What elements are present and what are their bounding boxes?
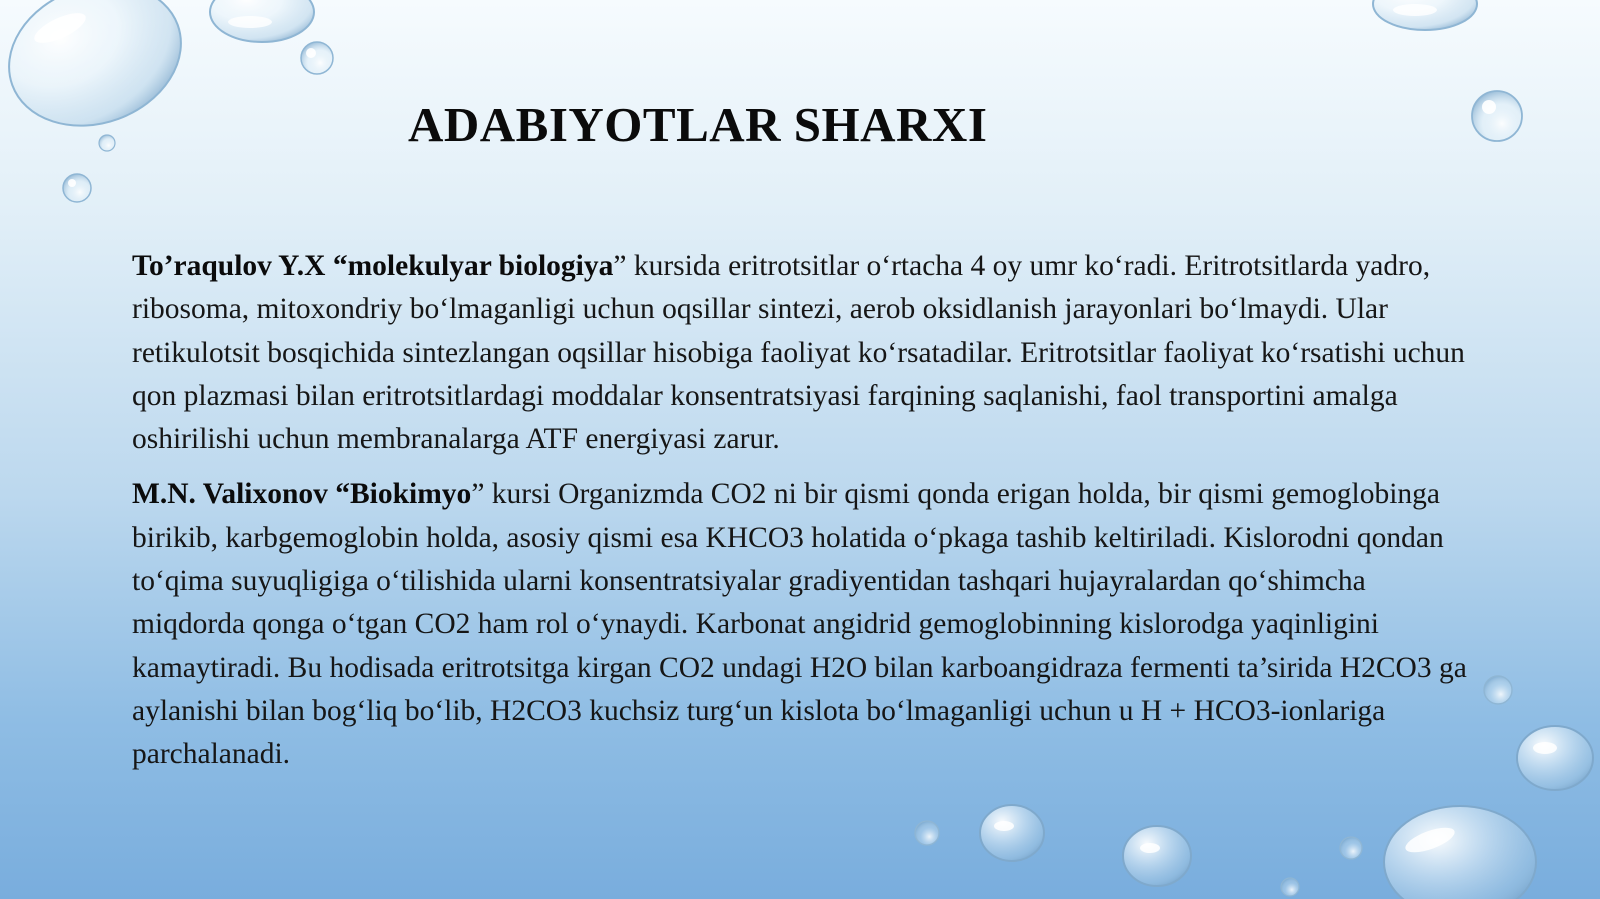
water-drop — [1340, 837, 1362, 859]
water-drop — [1517, 726, 1593, 790]
water-drop — [0, 0, 201, 149]
paragraph-toraqulov — [132, 245, 1477, 461]
water-drop — [63, 174, 91, 202]
water-drop — [1384, 806, 1536, 899]
water-drop — [99, 135, 115, 151]
water-drop — [980, 805, 1044, 861]
water-drop — [1373, 0, 1477, 30]
paragraph-valixonov — [132, 473, 1477, 776]
water-drop — [1281, 878, 1299, 896]
water-drop — [1484, 676, 1512, 704]
water-drop — [210, 0, 314, 42]
water-drop — [301, 42, 333, 74]
water-drop — [1123, 826, 1191, 886]
slide-body — [132, 245, 1477, 789]
water-drop — [915, 821, 939, 845]
paragraph-source: M.N. Valixonov “Biokimyo — [132, 478, 472, 511]
water-drop — [1472, 91, 1522, 141]
paragraph-source: To’raqulov Y.X “molekulyar biologiya — [132, 250, 614, 282]
paragraph-text: ” kursida eritrotsitlar o‘rtacha 4 oy umr ko‘radi. Eritrotsitlarda yadro, ribosoma, mitoxondriy bo‘lmaganligi uchun oqsillar sintezi, aerob oksidlanish jarayonlari bo‘lmaydi. Ular retikulotsit bosqichida sintezlangan oqsillar hisobiga faoliyat ko‘rsatadilar. Eritrotsitlar faoliyat ko‘rsatishi uchun qon plazmasi bilan eritrotsitlardagi moddalar konsentratsiyasi farqining saqlanishi, faol transportini amalga oshirilishi uchun membranalarga ATF energiyasi zarur. — [132, 250, 1465, 456]
paragraph-text: ” kursi Organizmda CO2 ni bir qismi qonda erigan holda, bir qismi gemoglobinga birikib, karbgemoglobin holda, asosiy qismi esa KHCO3 holatida o‘pkaga tashib keltiriladi. Kislorodni qondan to‘qima suyuqligiga o‘tilishida ularni konsentratsiyalar gradiyentidan tashqari hujayralardan qo‘shimcha miqdorda qonga o‘tgan CO2 ham rol o‘ynaydi. Karbonat angidrid gemoglobinning kislorodga yaqinligini kamaytiradi. Bu hodisada eritrotsitga kirgan CO2 undagi H2O bilan karboangidraza fermenti ta’sirida H2CO3 ga aylanishi bilan bog‘liq bo‘lib, H2CO3 kuchsiz turg‘un kislota bo‘lmaganligi uchun u H + HCO3-ionlariga parchalanadi. — [132, 478, 1467, 771]
slide-title: ADABIYOTLAR SHARXI — [408, 97, 988, 152]
